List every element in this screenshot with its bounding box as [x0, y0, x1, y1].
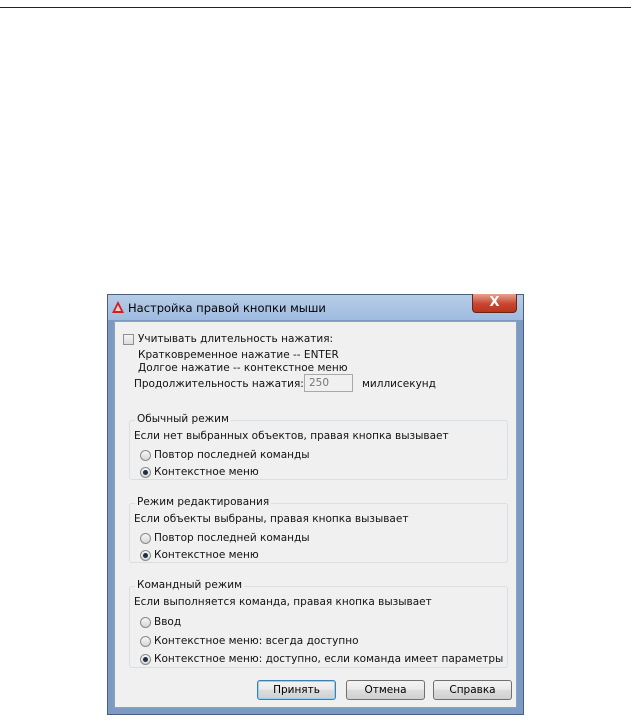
edit-mode-context-radio[interactable]	[140, 550, 151, 561]
apply-button[interactable]: Принять	[257, 680, 336, 700]
edit-mode-group	[129, 496, 508, 563]
default-mode-group	[129, 413, 508, 480]
command-mode-legend: Командный режим	[137, 579, 243, 591]
cancel-button[interactable]: Отмена	[346, 680, 425, 700]
command-mode-enter-label[interactable]: Ввод	[154, 616, 182, 628]
command-mode-context-params-label[interactable]: Контекстное меню: доступно, если команда имеет параметры	[154, 653, 504, 665]
edit-mode-legend: Режим редактирования	[137, 496, 270, 508]
command-mode-description: Если выполняется команда, правая кнопка вызывает	[134, 596, 432, 608]
autocad-logo-icon	[111, 300, 125, 314]
edit-mode-repeat-radio[interactable]	[140, 533, 151, 544]
dialog-client-area	[114, 321, 517, 708]
edit-mode-description: Если объекты выбраны, правая кнопка вызывает	[134, 513, 409, 525]
default-mode-context-radio[interactable]	[140, 467, 151, 478]
default-mode-context-label[interactable]: Контекстное меню	[154, 466, 259, 478]
default-mode-legend: Обычный режим	[137, 413, 229, 425]
default-mode-repeat-label[interactable]: Повтор последней команды	[154, 449, 310, 461]
long-press-hint: Долгое нажатие -- контекстное меню	[138, 362, 348, 374]
edit-mode-repeat-label[interactable]: Повтор последней команды	[154, 532, 310, 544]
command-mode-context-always-label[interactable]: Контекстное меню: всегда доступно	[154, 635, 359, 647]
duration-input[interactable]	[304, 374, 353, 392]
duration-checkbox[interactable]	[123, 334, 134, 345]
dialog-title: Настройка правой кнопки мыши	[128, 301, 326, 315]
short-press-hint: Кратковременное нажатие -- ENTER	[138, 349, 339, 361]
command-mode-enter-radio[interactable]	[140, 617, 151, 628]
edit-mode-context-label[interactable]: Контекстное меню	[154, 549, 259, 561]
command-mode-group	[129, 579, 508, 668]
duration-field-label: Продолжительность нажатия:	[134, 378, 304, 390]
close-button[interactable]: X	[472, 294, 517, 313]
page-top-rule	[0, 7, 631, 8]
dialog-titlebar[interactable]	[108, 295, 523, 320]
command-mode-context-always-radio[interactable]	[140, 636, 151, 647]
default-mode-description: Если нет выбранных объектов, правая кнопка вызывает	[134, 430, 449, 442]
duration-unit: миллисекунд	[362, 378, 436, 390]
duration-checkbox-label[interactable]: Учитывать длительность нажатия:	[138, 333, 334, 345]
command-mode-context-params-radio[interactable]	[140, 654, 151, 665]
right-click-settings-dialog	[107, 294, 524, 715]
help-button[interactable]: Справка	[433, 680, 512, 700]
default-mode-repeat-radio[interactable]	[140, 450, 151, 461]
